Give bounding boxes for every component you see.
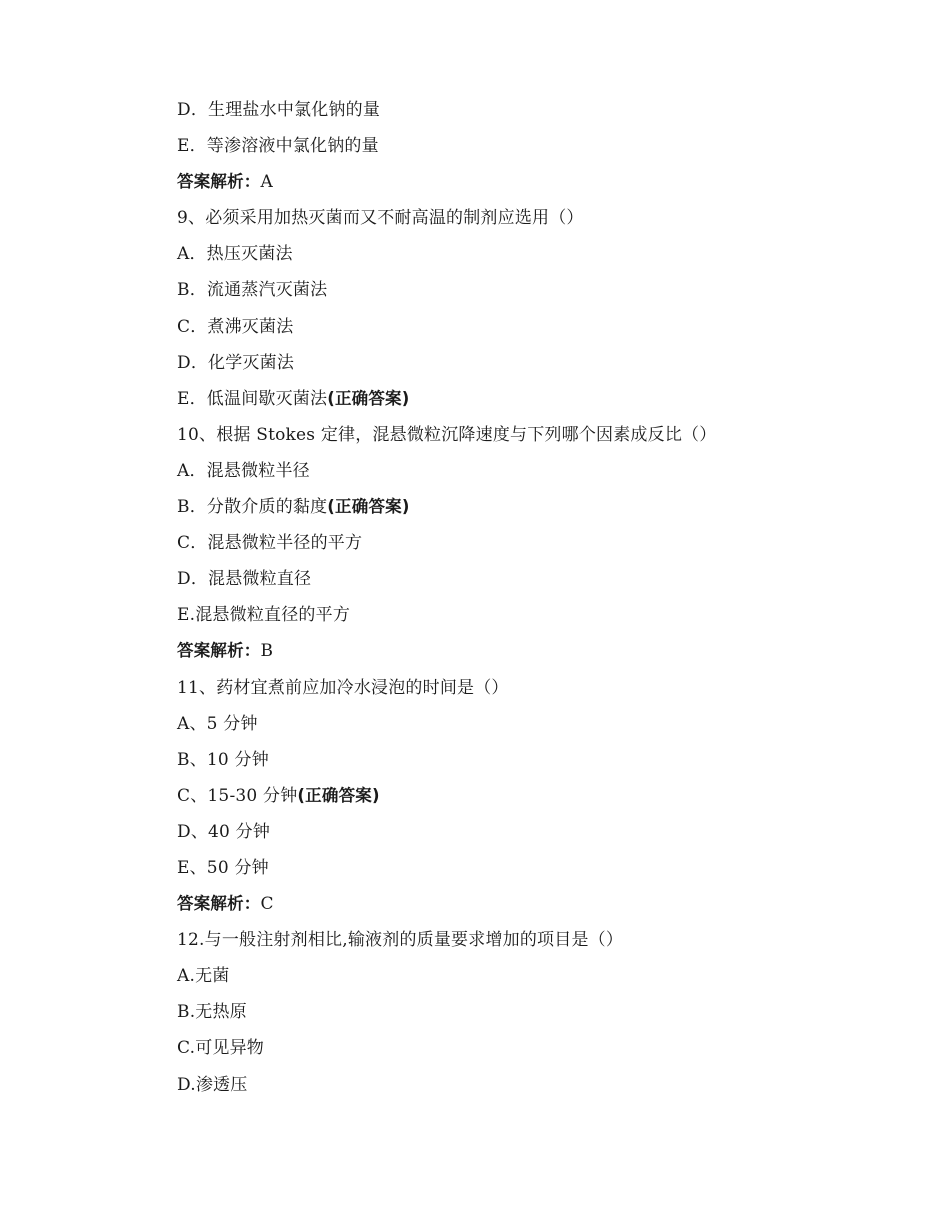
option-line xyxy=(177,778,877,814)
answer-explanation xyxy=(177,886,877,922)
option-line xyxy=(177,561,877,597)
option-text: D．生理盐水中氯化钠的量 xyxy=(177,100,381,120)
option-text: C．混悬微粒半径的平方 xyxy=(177,533,363,554)
option-line xyxy=(177,345,877,381)
option-text: B．流通蒸汽灭菌法 xyxy=(177,280,328,301)
question-text: 12.与一般注射剂相比,输液剂的质量要求增加的项目是（） xyxy=(177,930,624,951)
option-line xyxy=(177,272,877,308)
option-text: C．煮沸灭菌法 xyxy=(177,316,294,337)
question-list xyxy=(177,92,877,1103)
option-line xyxy=(177,994,877,1030)
option-text: A．热压灭菌法 xyxy=(177,244,293,265)
option-text: C.可见异物 xyxy=(177,1038,265,1059)
option-line xyxy=(177,489,877,525)
option-line xyxy=(177,958,877,994)
correct-answer-mark: (正确答案) xyxy=(327,388,410,408)
option-text: E．低温间歇灭菌法 xyxy=(177,388,328,409)
option-text: D.渗透压 xyxy=(177,1074,248,1095)
option-line xyxy=(177,706,877,742)
answer-label: 答案解析： xyxy=(177,641,261,661)
option-line xyxy=(177,1067,877,1103)
option-text: D．混悬微粒直径 xyxy=(177,569,312,590)
answer-value: B xyxy=(260,641,274,662)
correct-answer-mark: (正确答案) xyxy=(327,497,410,517)
option-text: A.无菌 xyxy=(177,966,230,987)
answer-explanation xyxy=(177,164,877,200)
option-line xyxy=(177,236,877,272)
option-text: B、10 分钟 xyxy=(177,749,269,770)
option-text: B.无热原 xyxy=(177,1002,247,1023)
option-text: D．化学灭菌法 xyxy=(177,352,295,373)
answer-value: C xyxy=(260,894,274,915)
question-text: 11、药材宜煮前应加冷水浸泡的时间是（） xyxy=(177,677,509,698)
option-line xyxy=(177,525,877,561)
answer-value: A xyxy=(260,172,273,193)
option-text: A．混悬微粒半径 xyxy=(177,460,310,481)
option-text: E．等渗溶液中氯化钠的量 xyxy=(177,136,379,157)
correct-answer-mark: (正确答案) xyxy=(297,785,380,805)
question-stem xyxy=(177,670,877,706)
option-line xyxy=(177,453,877,489)
option-line xyxy=(177,309,877,345)
option-text: C、15-30 分钟 xyxy=(177,785,298,806)
option-text: E.混悬微粒直径的平方 xyxy=(177,605,351,626)
question-stem xyxy=(177,922,877,958)
option-line xyxy=(177,850,877,886)
option-line xyxy=(177,381,877,417)
option-line xyxy=(177,1030,877,1066)
option-text: E、50 分钟 xyxy=(177,857,269,878)
option-text: B．分散介质的黏度 xyxy=(177,497,328,518)
option-line xyxy=(177,742,877,778)
option-line xyxy=(177,128,877,164)
option-text: D、40 分钟 xyxy=(177,821,271,842)
option-line xyxy=(177,92,877,128)
question-stem xyxy=(177,417,877,453)
answer-label: 答案解析： xyxy=(177,894,261,914)
question-text: 9、必须采用加热灭菌而又不耐高温的制剂应选用（） xyxy=(177,208,584,229)
question-stem xyxy=(177,200,877,236)
question-text: 10、根据 Stokes 定律，混悬微粒沉降速度与下列哪个因素成反比（） xyxy=(177,424,717,445)
option-line xyxy=(177,814,877,850)
option-line xyxy=(177,597,877,633)
option-text: A、5 分钟 xyxy=(177,713,258,734)
answer-explanation xyxy=(177,633,877,669)
answer-label: 答案解析： xyxy=(177,172,261,192)
